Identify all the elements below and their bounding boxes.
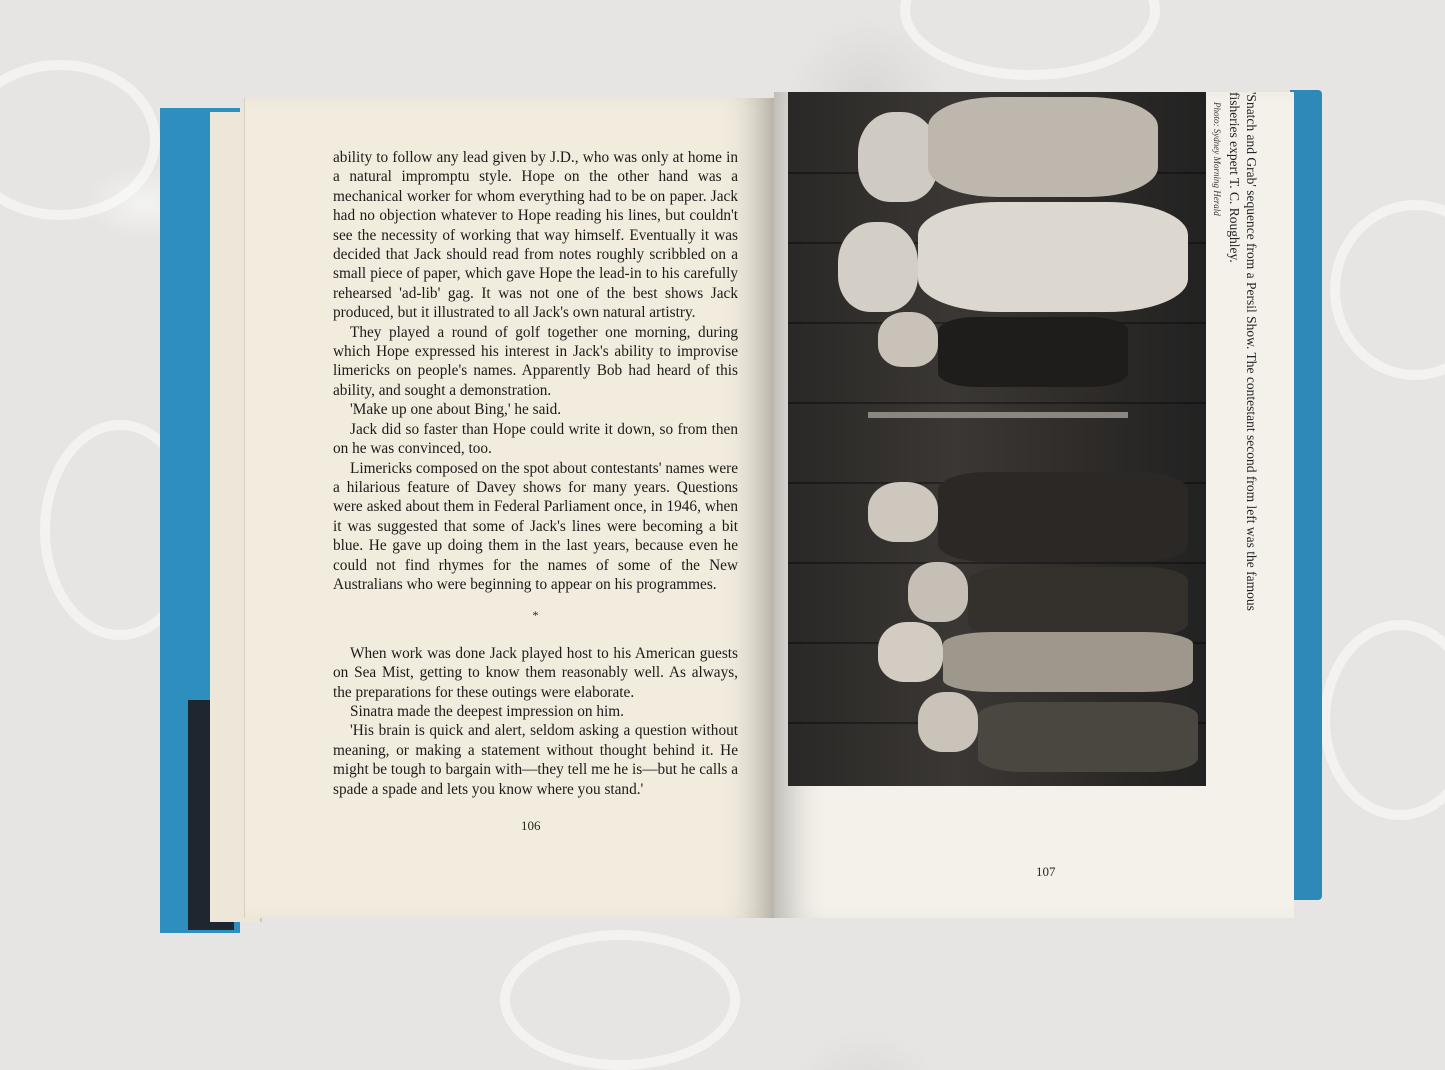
person-figure xyxy=(978,702,1198,772)
left-page xyxy=(244,98,775,918)
person-figure xyxy=(908,562,968,622)
photograph xyxy=(788,92,1206,786)
person-figure xyxy=(928,97,1158,197)
photo-caption xyxy=(1214,92,1259,786)
paragraph: They played a round of golf together one morning, during which Hope expressed his interest in Jack's ability to improvise limericks on people's names. Apparently Bob had heard of this ability, and sought a demonstration. xyxy=(333,323,738,399)
person-figure xyxy=(838,222,918,312)
paragraph: When work was done Jack played host to his American guests on Sea Mist, getting to know them reasonably well. As always, the preparations for these outings were elaborate. xyxy=(333,644,738,701)
person-figure xyxy=(868,482,938,542)
person-figure xyxy=(918,202,1188,312)
book-cover-right xyxy=(1290,90,1322,900)
left-page-text xyxy=(333,148,738,799)
tablecloth-pattern xyxy=(1320,620,1445,820)
section-separator: * xyxy=(532,608,539,623)
person-figure xyxy=(938,317,1128,387)
tablecloth-pattern xyxy=(0,60,160,220)
person-figure xyxy=(918,692,978,752)
person-figure xyxy=(943,632,1193,692)
paragraph: Sinatra made the deepest impression on him. xyxy=(350,702,625,720)
person-figure xyxy=(968,567,1188,637)
paragraph: Jack did so faster than Hope could write it down, so from then on he was convinced, too. xyxy=(333,420,738,458)
person-figure xyxy=(938,472,1188,562)
photo-credit: Photo: Sydney Morning Herald xyxy=(1212,102,1222,216)
tablecloth-pattern xyxy=(900,0,1160,80)
microphone xyxy=(868,412,1128,418)
page-number-left: 106 xyxy=(521,818,541,833)
caption-line: fisheries expert T. C. Roughley. xyxy=(1227,92,1242,263)
tablecloth-pattern xyxy=(1330,200,1445,380)
paragraph: 'Make up one about Bing,' he said. xyxy=(350,401,562,419)
person-figure xyxy=(878,622,943,682)
paragraph: Limericks composed on the spot about contestants' names were a hilarious feature of Davey shows for many years. Questions were asked about them in Federal Parliament once, in 1946, when it was suggested that some of Jack's lines were becoming a bit blue. He gave up doing them in the last years, because even he could not find rhymes for the names of some of the New Australians who were beginning to appear on his programmes. xyxy=(333,459,738,593)
page-number-right: 107 xyxy=(1036,864,1056,879)
person-figure xyxy=(858,112,938,202)
paragraph: 'His brain is quick and alert, seldom asking a question without meaning, or making a statement without thought behind it. He might be tough to bargain with—they tell me he is—but he calls a spade a spade and lets you know where you stand.' xyxy=(333,722,738,798)
paragraph: ability to follow any lead given by J.D., who was only at home in a natural impromptu style. Hope on the other hand was a mechanical worker for whom everything had to be on paper. Jack had no objection whatever to Hope reading his lines, but couldn't see the necessity of working that way himself. Eventually it was decided that Jack should read from notes roughly scribbled on a small piece of paper, which gave Hope the lead-in to his carefully rehearsed 'ad-lib' gag. It was not one of the best shows Jack produced, but it illustrated to all Jack's own natural artistry. xyxy=(333,149,738,322)
person-figure xyxy=(878,312,938,367)
caption-line: 'Snatch and Grab' sequence from a Persil Show. The contestant second from left was the famous xyxy=(1244,92,1259,611)
tablecloth-pattern xyxy=(500,930,740,1070)
right-page xyxy=(774,92,1294,918)
